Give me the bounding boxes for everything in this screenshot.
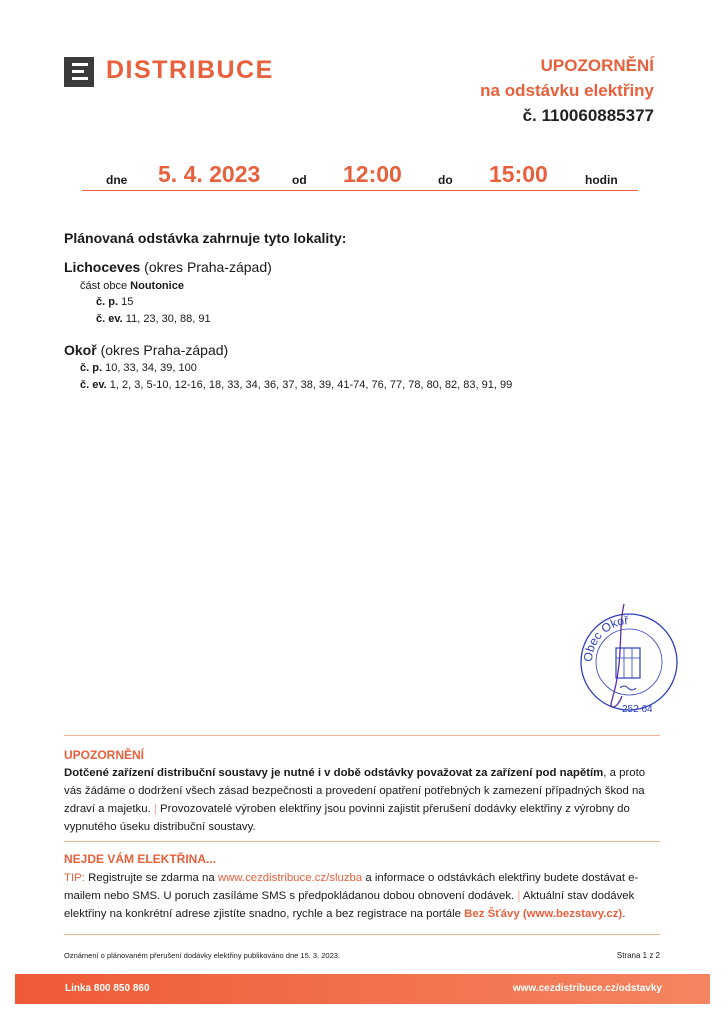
warning-text: Dotčené zařízení distribuční soustavy je nutné i v době odstávky považovat za zařízení pod napětím, a proto vás žádáme o dodržení všech zásad bezpečnosti a provedení opatření potřebných k zamezení případných škod na zdraví a majetku. | Provozovatelé výroben elektřiny jsou povinni zajistit přerušení dodávky elektřiny z výrobny do vypnutého úseku distribuční soustavy. [64,767,646,833]
section-divider [64,841,660,842]
stamp-text-top: Obec Okoř [580,613,629,663]
notice-subtitle: na odstávku elektřiny [480,81,654,100]
municipal-stamp [574,600,684,720]
notice-title: UPOZORNĚNÍ [540,56,654,75]
tip-title: NEJDE VÁM ELEKTŘINA... [64,852,217,866]
footer-bar [15,974,710,1004]
locations-heading: Plánovaná odstávka zahrnuje tyto lokality: [64,230,347,246]
logo-mark [64,57,94,87]
logo-text: DISTRIBUCE [106,56,274,84]
section-divider [64,735,660,736]
from-label: od [292,173,307,187]
outage-date: 5. 4. 2023 [158,161,261,187]
location-ev: č. ev. 1, 2, 3, 5-10, 12-16, 18, 33, 34, 36, 37, 38, 39, 41-74, 76, 77, 78, 80, 82, 83, 91, 99 [80,379,513,391]
website-link[interactable]: www.cezdistribuce.cz/odstavky [512,983,662,994]
location-town: Lichoceves (okres Praha-západ) [64,259,272,275]
notice-number: č. 110060885377 [522,106,654,125]
date-divider [82,190,638,191]
from-time: 12:00 [343,161,402,187]
to-time: 15:00 [489,161,548,187]
warning-title: UPOZORNĚNÍ [64,748,145,762]
location-ev: č. ev. 11, 23, 30, 88, 91 [96,313,211,325]
page-number: Strana 1 z 2 [616,951,660,960]
hours-label: hodin [585,173,618,187]
tip-text: TIP: Registrujte se zdarma na www.cezdistribuce.cz/sluzba a informace o odstávkách elektřiny budete dostávat e-mailem nebo SMS. U poruch zasíláme SMS s předpokládanou dobou obnovení dodávek. | Aktuální stav dodávek elektřiny na konkrétní adrese zjistíte snadno, rychle a bez registrace na portále Bez Šťávy (www.bezstavy.cz). [64,872,639,920]
to-label: do [438,173,453,187]
date-label: dne [106,173,128,187]
location-part: část obce Noutonice [80,280,184,292]
publication-note: Oznámení o plánovaném přerušení dodávky elektřiny publikováno dne 15. 3. 2023. [64,951,341,960]
hotline[interactable]: Linka 800 850 860 [65,983,150,994]
location-cp: č. p. 10, 33, 34, 39, 100 [80,362,197,374]
location-town: Okoř (okres Praha-západ) [64,342,229,358]
stamp-text-bottom: 252 64 [622,704,653,715]
location-cp: č. p. 15 [96,296,134,308]
section-divider [64,934,660,935]
portal-link[interactable]: Bez Šťávy [464,908,520,920]
registration-link[interactable]: www.cezdistribuce.cz/sluzba [217,872,363,884]
portal-url-link[interactable]: (www.bezstavy.cz) [522,908,623,920]
